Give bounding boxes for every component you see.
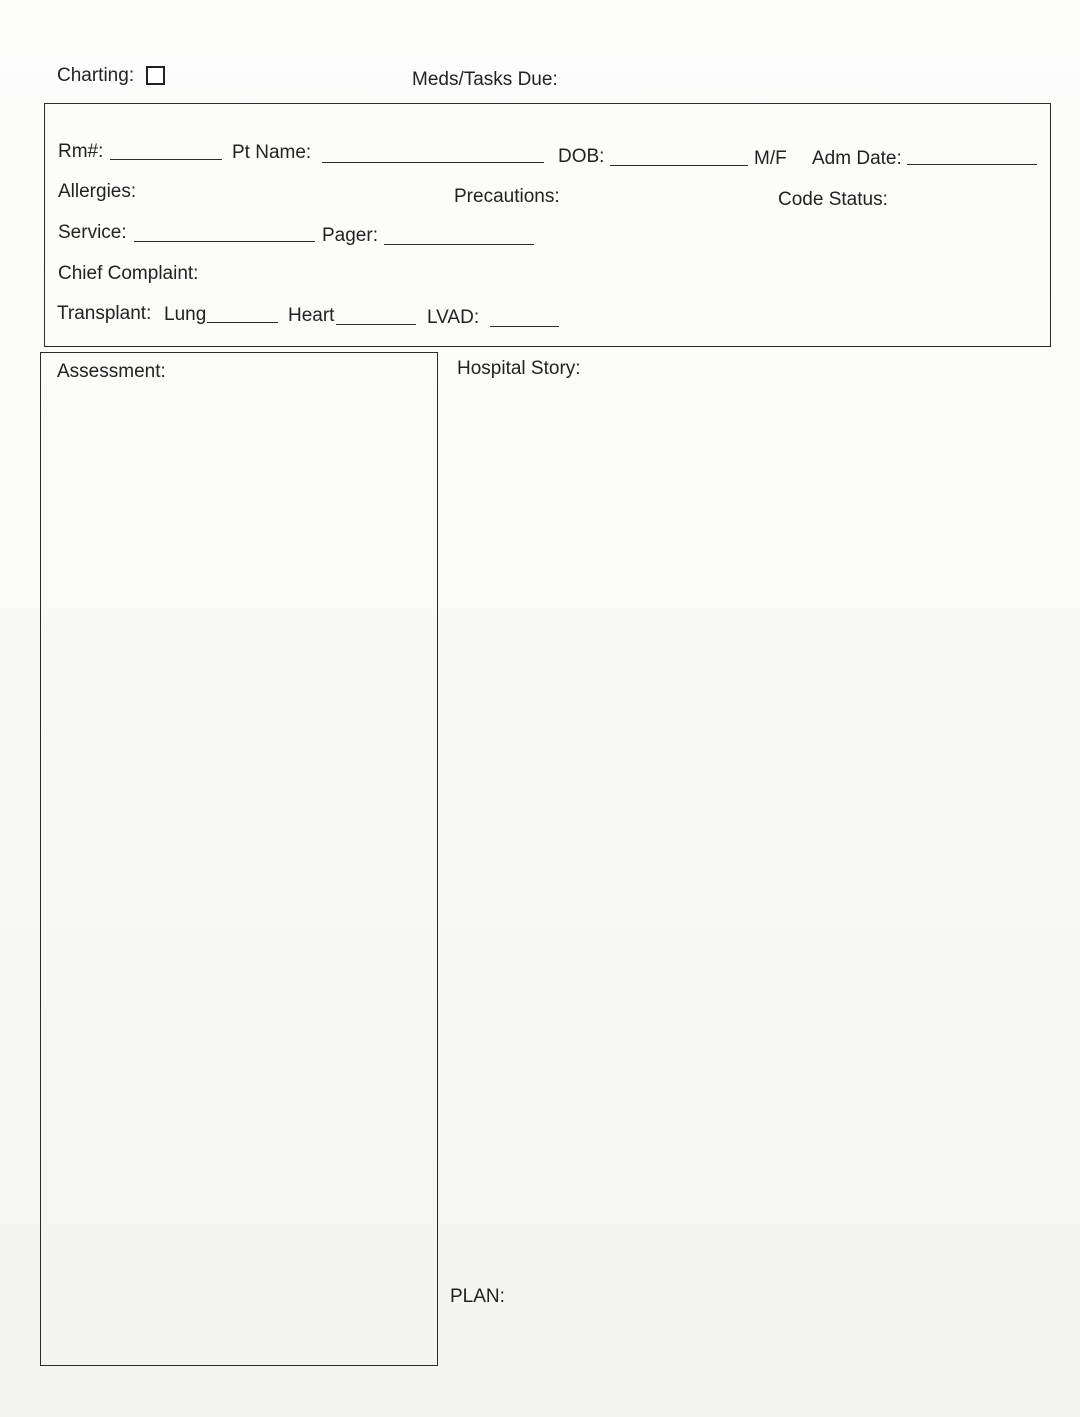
lung-field[interactable] <box>207 322 278 323</box>
charting-checkbox[interactable] <box>146 66 165 85</box>
admission-date-label: Adm Date: <box>812 148 902 169</box>
transplant-label: Transplant: <box>57 303 152 324</box>
dob-field[interactable] <box>610 165 748 166</box>
patient-name-field[interactable] <box>322 162 544 163</box>
lvad-label: LVAD: <box>427 307 480 328</box>
code-status-label: Code Status: <box>778 189 888 210</box>
plan-label: PLAN: <box>450 1286 505 1307</box>
allergies-label: Allergies: <box>58 181 137 202</box>
service-label: Service: <box>58 222 127 243</box>
pager-label: Pager: <box>322 225 378 246</box>
meds-tasks-due-label: Meds/Tasks Due: <box>412 69 558 90</box>
plan-area[interactable] <box>450 1312 1050 1392</box>
admission-date-field[interactable] <box>907 164 1037 165</box>
lvad-field[interactable] <box>490 326 559 327</box>
chief-complaint-label: Chief Complaint: <box>58 263 199 284</box>
charting-label: Charting: <box>57 65 135 86</box>
precautions-label: Precautions: <box>454 186 560 207</box>
sex-label: M/F <box>754 148 787 169</box>
service-field[interactable] <box>134 241 315 242</box>
dob-label: DOB: <box>558 146 605 167</box>
pager-field[interactable] <box>384 244 534 245</box>
heart-field[interactable] <box>336 324 416 325</box>
lung-label: Lung <box>164 304 207 325</box>
hospital-story-area[interactable] <box>450 385 1050 1275</box>
assessment-box[interactable] <box>40 352 438 1366</box>
assessment-label: Assessment: <box>57 361 166 382</box>
patient-name-label: Pt Name: <box>232 142 312 163</box>
hospital-story-label: Hospital Story: <box>457 358 581 379</box>
room-number-field[interactable] <box>110 159 222 160</box>
room-number-label: Rm#: <box>58 141 104 162</box>
heart-label: Heart <box>288 305 335 326</box>
